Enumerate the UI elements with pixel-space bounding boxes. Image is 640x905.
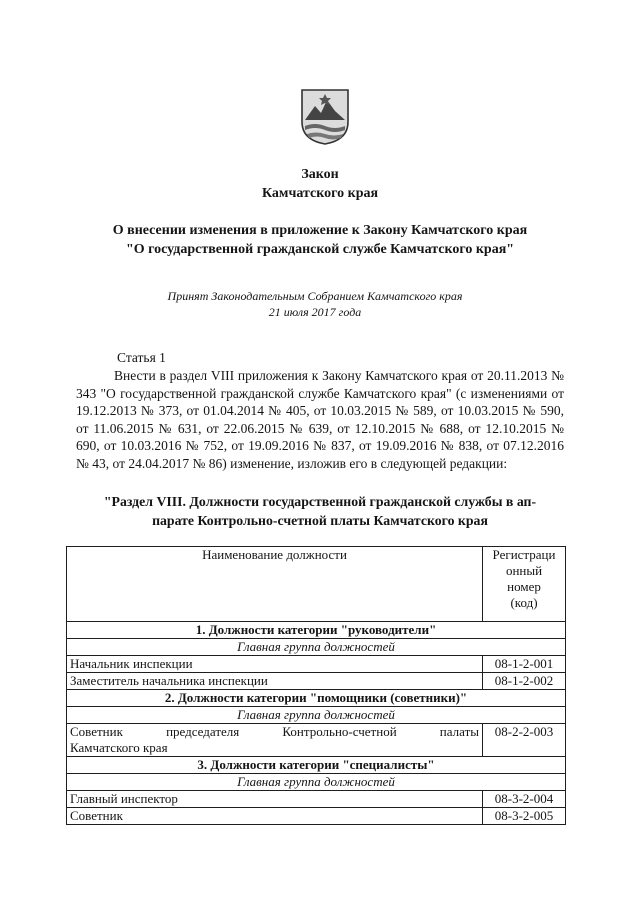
header-position-name: Наименование должности <box>67 547 483 622</box>
position-code: 08-3-2-004 <box>483 791 566 808</box>
category-row <box>67 757 566 774</box>
document-region: Камчатского края <box>261 186 379 201</box>
adoption-date: 21 июля 2017 года <box>268 305 362 319</box>
category-title: 1. Должности категории "руководители" <box>67 622 566 639</box>
position-name <box>67 724 483 757</box>
position-code: 08-1-2-001 <box>483 656 566 673</box>
header-code-line: (код) <box>510 595 538 610</box>
group-row <box>67 639 566 656</box>
header-registration-code <box>483 547 566 622</box>
position-name: Заместитель начальника инспекции <box>67 673 483 690</box>
group-title: Главная группа должностей <box>67 707 566 724</box>
position-name-line1: Советник председателя Контрольно-счетной палаты <box>70 724 479 739</box>
group-title: Главная группа должностей <box>67 639 566 656</box>
category-title: 2. Должности категории "помощники (советники)" <box>67 690 566 707</box>
document-subject-line1: О внесении изменения в приложение к Закону Камчатского края <box>112 223 528 238</box>
category-row <box>67 690 566 707</box>
article-label: Статья 1 <box>117 350 166 365</box>
header-code-line: Регистраци <box>492 547 556 562</box>
category-row <box>67 622 566 639</box>
table-row <box>67 724 566 757</box>
group-title: Главная группа должностей <box>67 774 566 791</box>
positions-table <box>66 546 566 825</box>
section-title <box>76 492 564 530</box>
table-header-row <box>67 547 566 622</box>
position-name-line2: Камчатского края <box>70 740 168 755</box>
position-name: Начальник инспекции <box>67 656 483 673</box>
kamchatka-coat-of-arms-icon <box>297 86 353 146</box>
group-row <box>67 707 566 724</box>
position-code: 08-2-2-003 <box>483 724 566 757</box>
table-row <box>67 808 566 825</box>
document-subject-line2: "О государственной гражданской службе Камчатского края" <box>125 242 515 257</box>
position-code: 08-1-2-002 <box>483 673 566 690</box>
table-row <box>67 791 566 808</box>
section-title-line2: парате Контрольно-счетной платы Камчатского края <box>152 513 488 528</box>
header-code-line: онный <box>505 563 543 578</box>
header-code-line: номер <box>507 579 541 594</box>
article-text: Внести в раздел VIII приложения к Закону Камчатского края от 20.11.2013 № 343 "О государственной гражданской службе Камчатского края" (с изменениями от 19.12.2013 № 373, от 01.04.2014 № 405, от 10.03.2015 № 589, от 10.03.2015 № 590, от 11.06.2015 № 631, от 22.06.2015 № 639, от 12.10.2015 № 688, от 12.10.2015 № 690, от 10.03.2016 № 752, от 19.09.2016 № 837, от 19.09.2016 № 838, от 07.12.2016 № 43, от 24.04.2017 № 86) изменение, изложив его в следующей редакции: <box>76 368 564 471</box>
group-row <box>67 774 566 791</box>
category-title: 3. Должности категории "специалисты" <box>67 757 566 774</box>
table-row <box>67 673 566 690</box>
section-title-line1: "Раздел VIII. Должности государственной гражданской службы в ап- <box>103 494 537 509</box>
table-row <box>67 656 566 673</box>
adoption-note: Принят Законодательным Собранием Камчатского края <box>167 289 463 303</box>
position-name: Советник <box>67 808 483 825</box>
position-name: Главный инспектор <box>67 791 483 808</box>
document-type: Закон <box>301 167 339 182</box>
position-code: 08-3-2-005 <box>483 808 566 825</box>
